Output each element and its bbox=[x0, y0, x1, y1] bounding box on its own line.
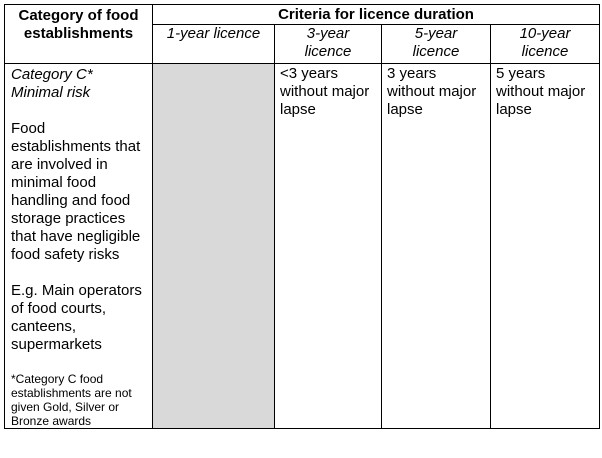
criteria-1-year-cell bbox=[153, 64, 275, 429]
table-row-category-c bbox=[5, 64, 600, 429]
column-header-5-year-line2: licence bbox=[412, 43, 460, 60]
column-header-1-year bbox=[153, 25, 275, 64]
column-header-5-year-line1: 5-year bbox=[414, 25, 458, 42]
criteria-10-year-cell: 5 years without major lapse bbox=[491, 64, 600, 429]
column-header-3-year bbox=[275, 25, 382, 64]
column-header-5-year bbox=[382, 25, 491, 64]
category-cell bbox=[5, 64, 153, 429]
column-header-3-year-line2: licence bbox=[304, 43, 352, 60]
column-header-10-year bbox=[491, 25, 600, 64]
category-header: Category of food establishments bbox=[5, 5, 153, 64]
column-header-1-year-line1: 1-year licence bbox=[166, 25, 261, 42]
category-example: E.g. Main operators of food courts, canteens, supermarkets bbox=[11, 282, 142, 353]
licence-duration-table bbox=[4, 4, 600, 429]
category-title-line2: Minimal risk bbox=[11, 84, 91, 101]
column-header-10-year-line1: 10-year bbox=[519, 25, 571, 42]
category-footnote: *Category C food establishments are not given Gold, Silver or Bronze awards bbox=[11, 372, 132, 428]
criteria-header: Criteria for licence duration bbox=[153, 5, 600, 25]
criteria-5-year-cell: 3 years without major lapse bbox=[382, 64, 491, 429]
category-title-line1: Category C* bbox=[11, 66, 93, 83]
criteria-3-year-cell: <3 years without major lapse bbox=[275, 64, 382, 429]
header-row-top bbox=[5, 5, 600, 25]
category-title bbox=[11, 66, 148, 102]
column-header-10-year-line2: licence bbox=[521, 43, 569, 60]
category-description: Food establishments that are involved in minimal food handling and food storage practices that have negligible food safety risks bbox=[11, 120, 141, 263]
column-header-3-year-line1: 3-year bbox=[306, 25, 350, 42]
